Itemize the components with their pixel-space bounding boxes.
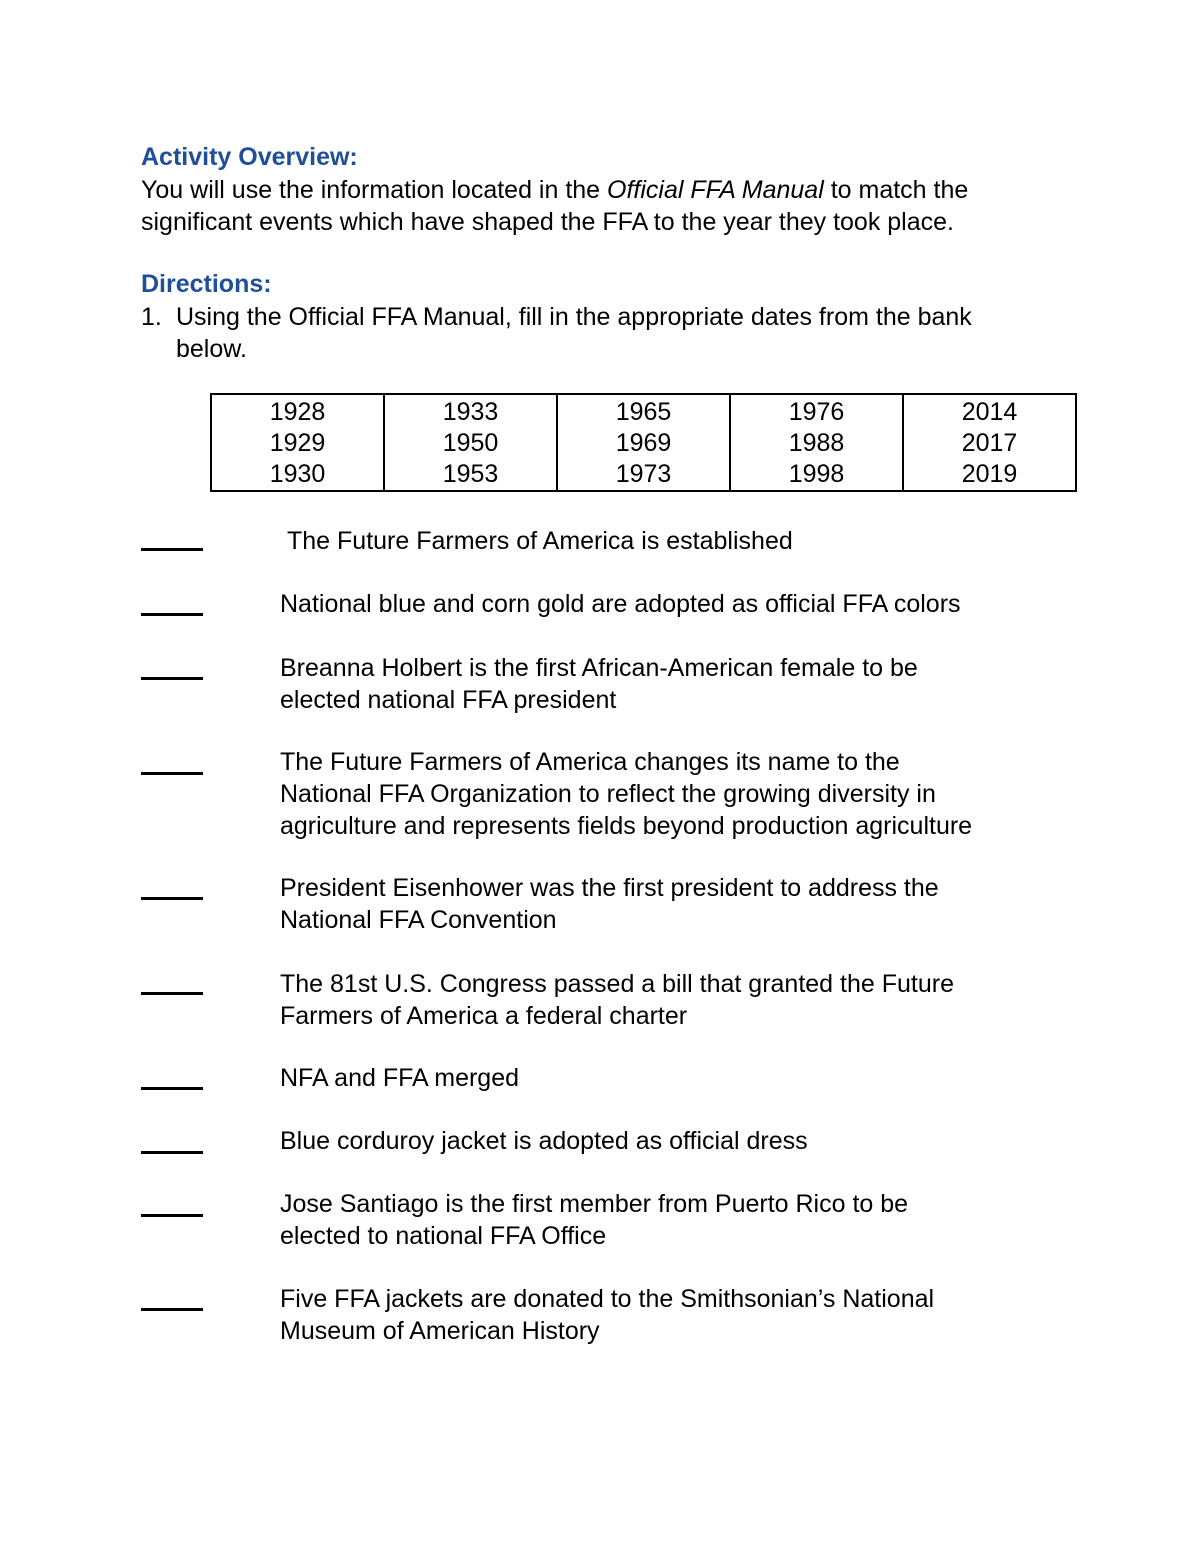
event-text-3 — [280, 652, 1070, 716]
answer-blank-8[interactable] — [141, 1151, 203, 1154]
event-5-line-2: National FFA Convention — [280, 906, 557, 934]
answer-blank-5[interactable] — [141, 897, 203, 900]
event-text-1 — [287, 525, 1077, 557]
event-text-5 — [280, 872, 1070, 936]
date-1973: 1973 — [615, 460, 672, 488]
step-text-line-2: below. — [176, 335, 247, 363]
direction-step-1 — [141, 301, 1081, 365]
date-2017: 2017 — [961, 429, 1018, 457]
date-bank-column-4 — [730, 394, 903, 491]
date-bank-column-1 — [211, 394, 384, 491]
event-text-4 — [280, 746, 1070, 842]
event-text-2 — [280, 588, 1070, 620]
date-1988: 1988 — [788, 429, 845, 457]
manual-title-italic: Official FFA Manual — [607, 176, 824, 204]
date-1950: 1950 — [442, 429, 499, 457]
event-3-line-2: elected national FFA president — [280, 686, 617, 714]
event-4-line-3: agriculture and represents fields beyond production agriculture — [280, 812, 973, 840]
event-9-line-1: Jose Santiago is the first member from Puerto Rico to be — [280, 1190, 909, 1218]
date-1929: 1929 — [269, 429, 326, 457]
date-bank-table — [210, 393, 1077, 492]
activity-overview-heading: Activity Overview: — [141, 143, 358, 171]
overview-line-1-start: You will use the information located in the — [141, 176, 608, 204]
date-bank-column-2 — [384, 394, 557, 491]
date-1969: 1969 — [615, 429, 672, 457]
directions-heading: Directions: — [141, 270, 272, 298]
answer-blank-2[interactable] — [141, 613, 203, 616]
event-10-line-1: Five FFA jackets are donated to the Smithsonian’s National — [280, 1285, 935, 1313]
overview-line-1 — [141, 174, 968, 206]
event-3-line-1: Breanna Holbert is the first African-American female to be — [280, 654, 918, 682]
event-5-line-1: President Eisenhower was the first president to address the — [280, 874, 939, 902]
event-text-9 — [280, 1188, 1070, 1252]
event-8-line-1: Blue corduroy jacket is adopted as official dress — [280, 1127, 808, 1155]
answer-blank-4[interactable] — [141, 772, 203, 775]
event-text-8 — [280, 1125, 1070, 1157]
overview-line-2: significant events which have shaped the FFA to the year they took place. — [141, 208, 954, 236]
answer-blank-3[interactable] — [141, 677, 203, 680]
event-4-line-1: The Future Farmers of America changes its name to the — [280, 748, 900, 776]
date-1965: 1965 — [615, 398, 672, 426]
event-4-line-2: National FFA Organization to reflect the growing diversity in — [280, 780, 936, 808]
date-2014: 2014 — [961, 398, 1018, 426]
event-9-line-2: elected to national FFA Office — [280, 1222, 607, 1250]
answer-blank-7[interactable] — [141, 1087, 203, 1090]
event-6-line-2: Farmers of America a federal charter — [280, 1002, 688, 1030]
step-number: 1. — [141, 303, 162, 331]
date-bank-column-5 — [903, 394, 1076, 491]
event-text-10 — [280, 1283, 1070, 1347]
answer-blank-10[interactable] — [141, 1308, 203, 1311]
event-6-line-1: The 81st U.S. Congress passed a bill that granted the Future — [280, 970, 954, 998]
event-2-line-1: National blue and corn gold are adopted as official FFA colors — [280, 590, 961, 618]
date-1998: 1998 — [788, 460, 845, 488]
event-10-line-2: Museum of American History — [280, 1317, 600, 1345]
step-text-line-1: Using the Official FFA Manual, fill in the appropriate dates from the bank — [176, 303, 972, 331]
date-1933: 1933 — [442, 398, 499, 426]
date-1928: 1928 — [269, 398, 326, 426]
event-1-line-1: The Future Farmers of America is established — [287, 527, 793, 555]
date-bank-row — [211, 394, 1076, 491]
event-7-line-1: NFA and FFA merged — [280, 1064, 520, 1092]
date-1930: 1930 — [269, 460, 326, 488]
date-bank-column-3 — [557, 394, 730, 491]
event-text-6 — [280, 968, 1070, 1032]
date-1976: 1976 — [788, 398, 845, 426]
event-text-7 — [280, 1062, 1070, 1094]
answer-blank-6[interactable] — [141, 992, 203, 995]
overview-line-1-end: to match the — [823, 176, 969, 204]
date-1953: 1953 — [442, 460, 499, 488]
answer-blank-1[interactable] — [141, 548, 203, 551]
date-2019: 2019 — [961, 460, 1018, 488]
answer-blank-9[interactable] — [141, 1214, 203, 1217]
